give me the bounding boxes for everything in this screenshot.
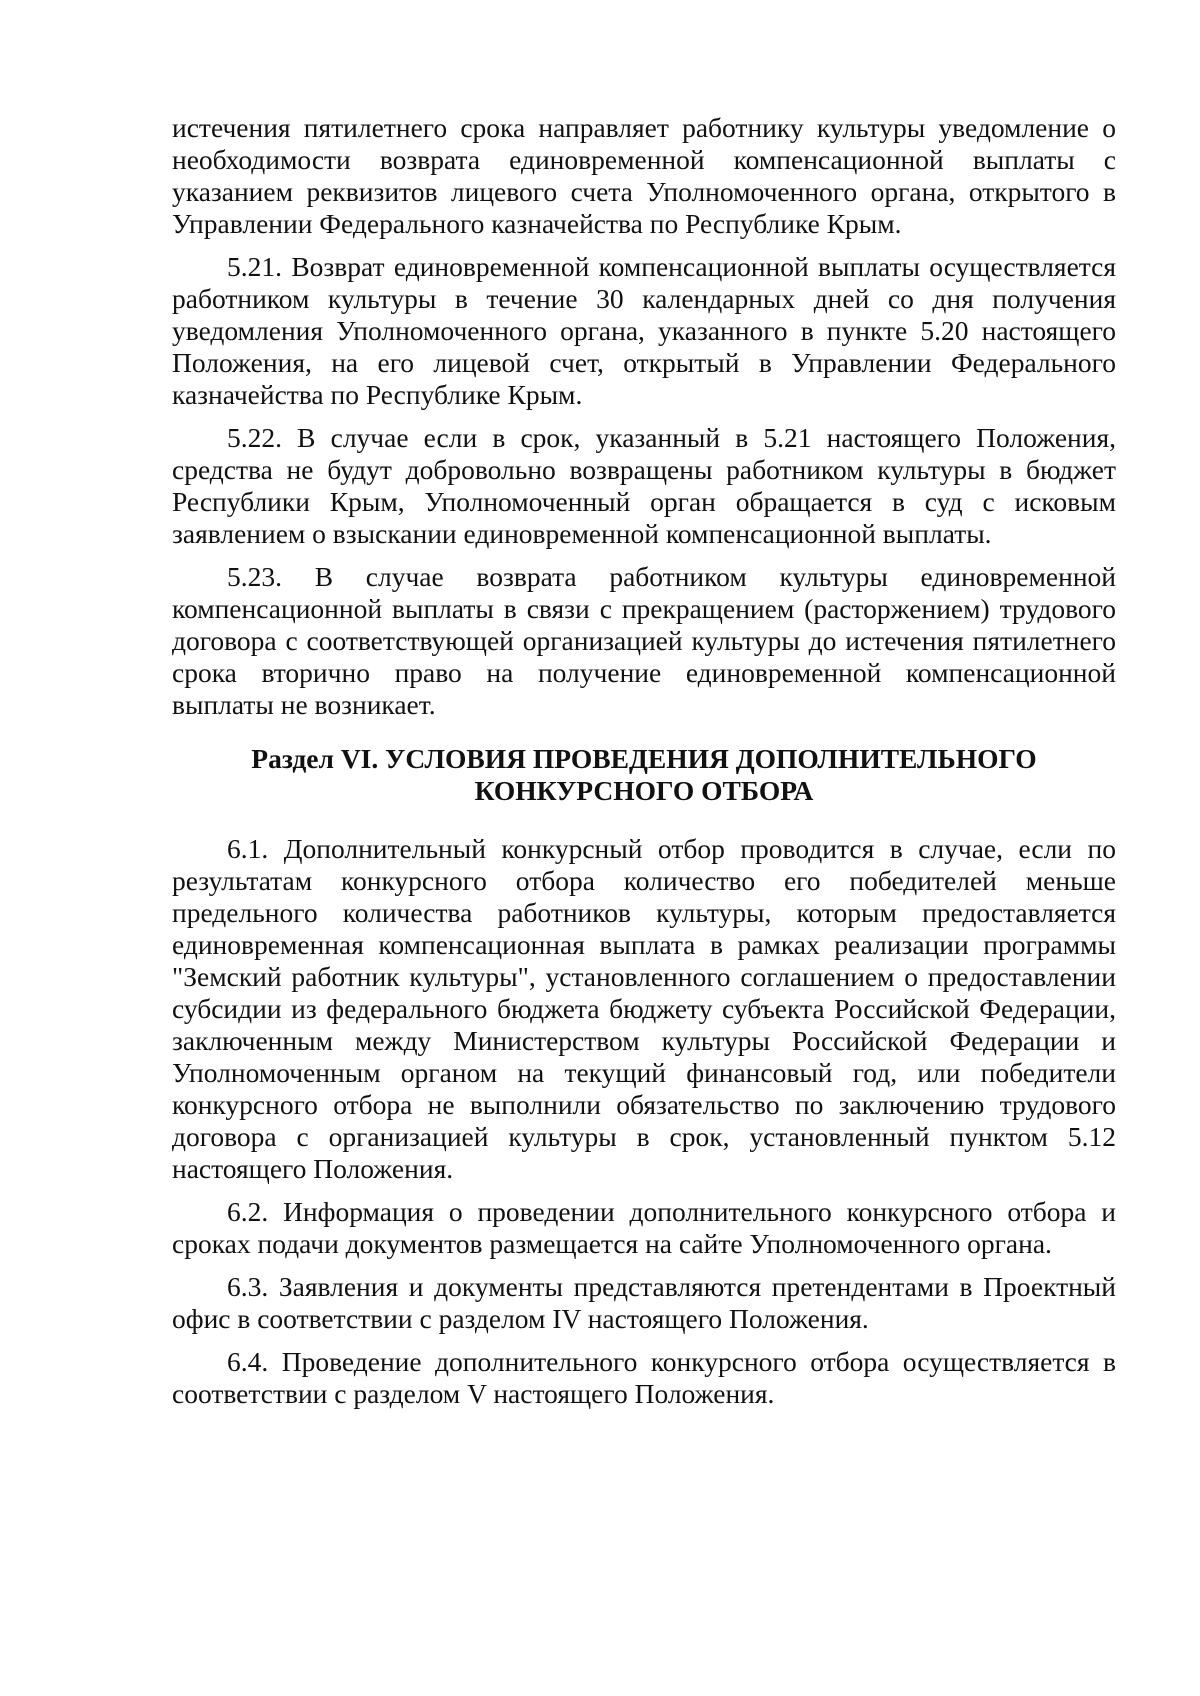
paragraph-5-23: 5.23. В случае возврата работником культуры единовременной компенсационной выплаты в связи с прекращением (расторжением) трудового договора с соответствующей организацией культуры до истечения пятилетнего срока вторично право на получение единовременной компенсационной выплаты не возникает. xyxy=(172,561,1116,720)
paragraph-5-22: 5.22. В случае если в срок, указанный в 5.21 настоящего Положения, средства не будут добровольно возвращены работником культуры в бюджет Республики Крым, Уполномоченный орган обращается в суд с исковым заявлением о взыскании единовременной компенсационной выплаты. xyxy=(172,422,1116,549)
section-6-heading xyxy=(172,743,1116,807)
paragraph-5-20-continuation: истечения пятилетнего срока направляет работнику культуры уведомление о необходимости возврата единовременной компенсационной выплаты с указанием реквизитов лицевого счета Уполномоченного органа, открытого в Управлении Федерального казначейства по Республике Крым. xyxy=(172,112,1116,239)
paragraph-6-1: 6.1. Дополнительный конкурсный отбор проводится в случае, если по результатам конкурсного отбора количество его победителей меньше предельного количества работников культуры, которым предоставляется единовременная компенсационная выплата в рамках реализации программы "Земский работник культуры", установленного соглашением о предоставлении субсидии из федерального бюджета бюджету субъекта Российской Федерации, заключенным между Министерством культуры Российской Федерации и Уполномоченным органом на текущий финансовый год, или победители конкурсного отбора не выполнили обязательство по заключению трудового договора с организацией культуры в срок, установленный пунктом 5.12 настоящего Положения. xyxy=(172,833,1116,1184)
paragraph-6-3: 6.3. Заявления и документы представляются претендентами в Проектный офис в соответствии с разделом IV настоящего Положения. xyxy=(172,1271,1116,1334)
paragraph-6-2: 6.2. Информация о проведении дополнительного конкурсного отбора и сроках подачи документов размещается на сайте Уполномоченного органа. xyxy=(172,1196,1116,1259)
section-6-heading-line-1: Раздел VI. УСЛОВИЯ ПРОВЕДЕНИЯ ДОПОЛНИТЕЛЬНОГО xyxy=(251,743,1037,774)
paragraph-5-21: 5.21. Возврат единовременной компенсационной выплаты осуществляется работником культуры в течение 30 календарных дней со дня получения уведомления Уполномоченного органа, указанного в пункте 5.20 настоящего Положения, на его лицевой счет, открытый в Управлении Федерального казначейства по Республике Крым. xyxy=(172,251,1116,410)
document-body xyxy=(172,112,1116,1421)
section-6-heading-line-2: КОНКУРСНОГО ОТБОРА xyxy=(474,775,814,806)
paragraph-6-4: 6.4. Проведение дополнительного конкурсного отбора осуществляется в соответствии с разделом V настоящего Положения. xyxy=(172,1346,1116,1409)
